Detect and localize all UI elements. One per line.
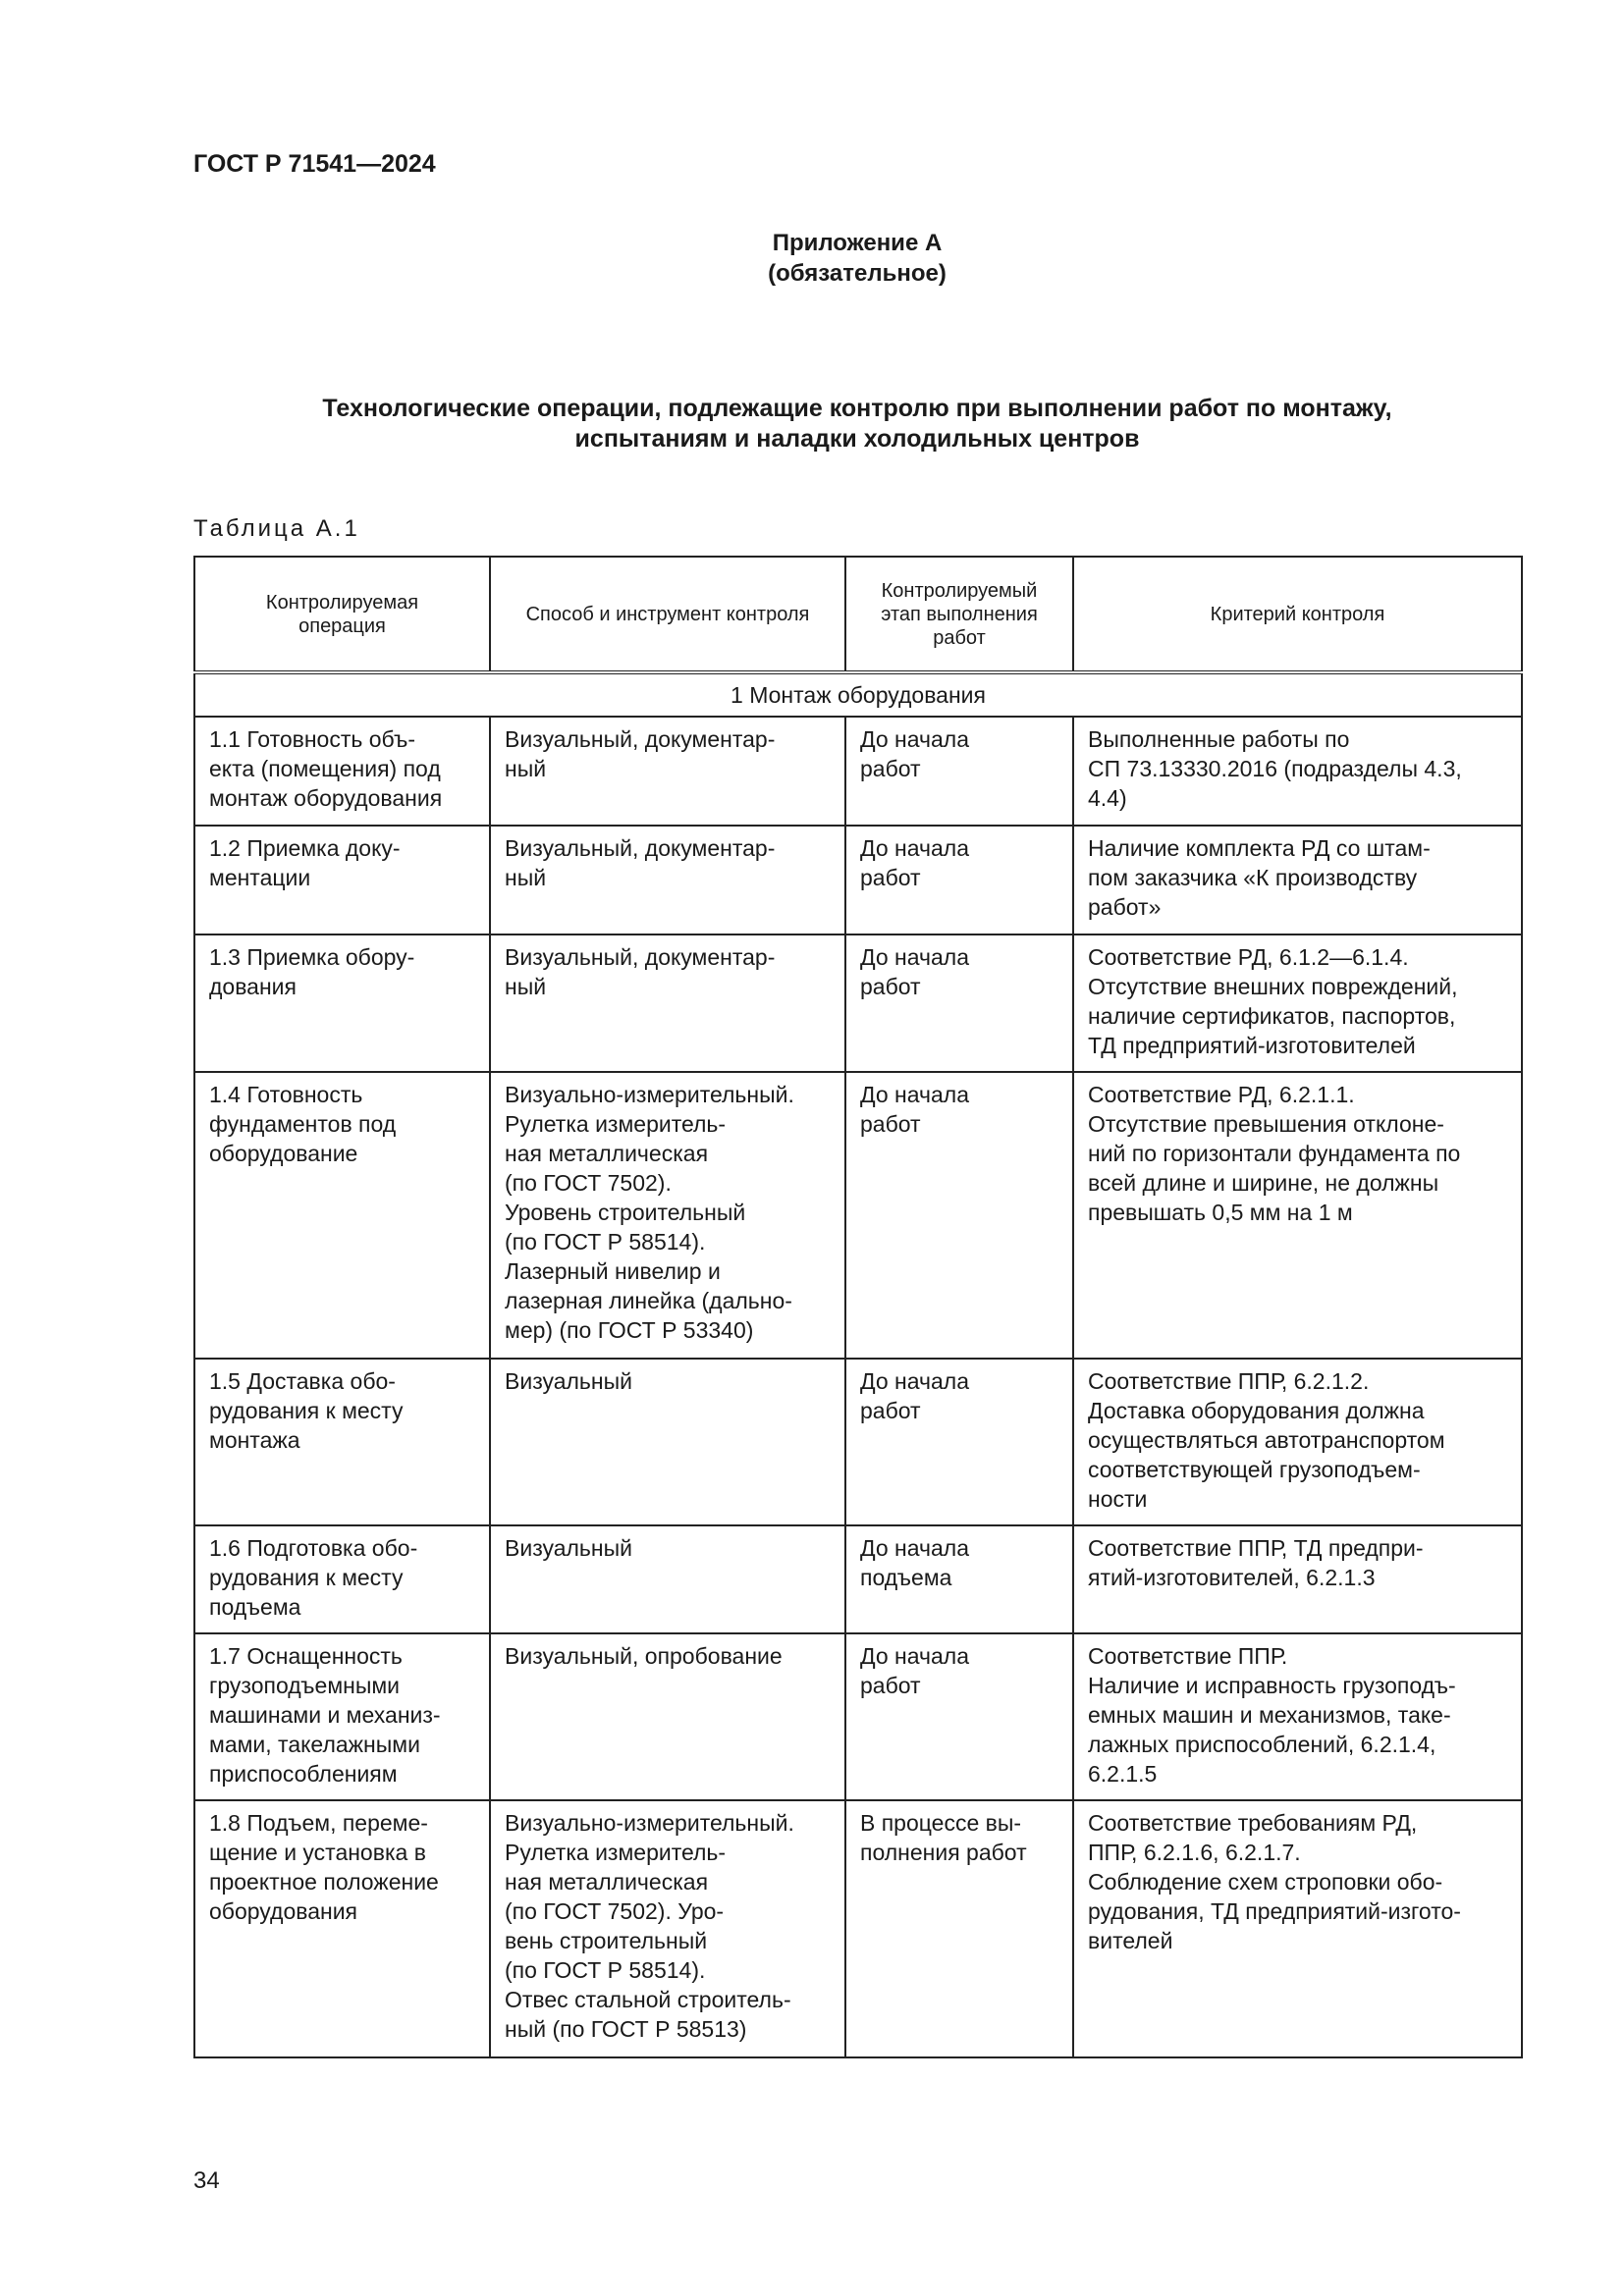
cell-method: Визуально-измерительный. Рулетка измеритель- ная металлическая (по ГОСТ 7502). Уровень строительный (по ГОСТ Р 58514). Лазерный нивелир и лазерная линейка (дально- мер) (по ГОСТ Р 53340): [490, 1072, 845, 1359]
cell-stage: До начала работ: [845, 934, 1073, 1072]
cell-stage: До начала работ: [845, 717, 1073, 826]
cell-method: Визуально-измерительный. Рулетка измеритель- ная металлическая (по ГОСТ 7502). Уро- вень строительный (по ГОСТ Р 58514). Отвес стальной строитель- ный (по ГОСТ Р 58513): [490, 1800, 845, 2057]
header-criterion: Критерий контроля: [1073, 557, 1522, 672]
cell-stage: До начала работ: [845, 1359, 1073, 1525]
cell-criterion: Соответствие РД, 6.2.1.1. Отсутствие превышения отклоне- ний по горизонтали фундамента по всей длине и ширине, не должны превышать 0,5 мм на 1 м: [1073, 1072, 1522, 1359]
cell-criterion: Наличие комплекта РД со штам- пом заказчика «К производству работ»: [1073, 826, 1522, 934]
section-title: [193, 394, 1521, 454]
cell-criterion: Соответствие РД, 6.1.2—6.1.4. Отсутствие внешних повреждений, наличие сертификатов, паспортов, ТД предприятий-изготовителей: [1073, 934, 1522, 1072]
cell-operation: 1.4 Готовность фундаментов под оборудование: [194, 1072, 490, 1359]
section-title-line-2: испытаниям и наладки холодильных центров: [574, 425, 1140, 453]
cell-operation: 1.7 Оснащенность грузоподъемными машинами и механиз- мами, такелажными приспособлениям: [194, 1633, 490, 1800]
appendix-title: Приложение А: [772, 230, 943, 256]
table-row: [194, 934, 1522, 1072]
cell-criterion: Выполненные работы по СП 73.13330.2016 (подразделы 4.3, 4.4): [1073, 717, 1522, 826]
cell-method: Визуальный, опробование: [490, 1633, 845, 1800]
header-stage: Контролируемый этап выполнения работ: [845, 557, 1073, 672]
page-number: 34: [193, 2167, 220, 2194]
table-row: [194, 826, 1522, 934]
appendix-status: (обязательное): [768, 260, 947, 287]
table-caption: Таблица А.1: [193, 515, 360, 542]
cell-criterion: Соответствие ППР. Наличие и исправность грузоподъ- емных машин и механизмов, таке- лажных приспособлений, 6.2.1.4, 6.2.1.5: [1073, 1633, 1522, 1800]
table-row: [194, 717, 1522, 826]
cell-operation: 1.8 Подъем, переме- щение и установка в проектное положение оборудования: [194, 1800, 490, 2057]
cell-method: Визуальный, документар- ный: [490, 934, 845, 1072]
cell-operation: 1.1 Готовность объ- екта (помещения) под монтаж оборудования: [194, 717, 490, 826]
table-row: [194, 1633, 1522, 1800]
header-method: Способ и инструмент контроля: [490, 557, 845, 672]
cell-method: Визуальный, документар- ный: [490, 717, 845, 826]
control-table: [193, 556, 1523, 2058]
cell-stage: До начала работ: [845, 1072, 1073, 1359]
cell-operation: 1.5 Доставка обо- рудования к месту монтажа: [194, 1359, 490, 1525]
cell-stage: До начала работ: [845, 826, 1073, 934]
table-row: [194, 1072, 1522, 1359]
document-code: ГОСТ Р 71541—2024: [193, 150, 436, 178]
table-header-row: [194, 557, 1522, 672]
cell-operation: 1.2 Приемка доку- ментации: [194, 826, 490, 934]
cell-criterion: Соответствие ППР, 6.2.1.2. Доставка оборудования должна осуществляться автотранспортом соответствующей грузоподъем- ности: [1073, 1359, 1522, 1525]
section-title-line-1: Технологические операции, подлежащие контролю при выполнении работ по монтажу,: [322, 395, 1392, 422]
cell-operation: 1.3 Приемка обору- дования: [194, 934, 490, 1072]
table-row: [194, 1800, 1522, 2057]
cell-stage: До начала подъема: [845, 1525, 1073, 1633]
cell-method: Визуальный, документар- ный: [490, 826, 845, 934]
table-row: [194, 1359, 1522, 1525]
cell-method: Визуальный: [490, 1359, 845, 1525]
cell-stage: В процессе вы- полнения работ: [845, 1800, 1073, 2057]
cell-criterion: Соответствие ППР, ТД предпри- ятий-изготовителей, 6.2.1.3: [1073, 1525, 1522, 1633]
table-section-row: [194, 672, 1522, 717]
appendix-heading: [193, 228, 1521, 289]
cell-criterion: Соответствие требованиям РД, ППР, 6.2.1.6, 6.2.1.7. Соблюдение схем строповки обо- рудования, ТД предприятий-изгото- вителей: [1073, 1800, 1522, 2057]
table-row: [194, 1525, 1522, 1633]
cell-operation: 1.6 Подготовка обо- рудования к месту подъема: [194, 1525, 490, 1633]
header-operation: Контролируемая операция: [194, 557, 490, 672]
section-row-title: 1 Монтаж оборудования: [194, 672, 1522, 717]
cell-method: Визуальный: [490, 1525, 845, 1633]
cell-stage: До начала работ: [845, 1633, 1073, 1800]
